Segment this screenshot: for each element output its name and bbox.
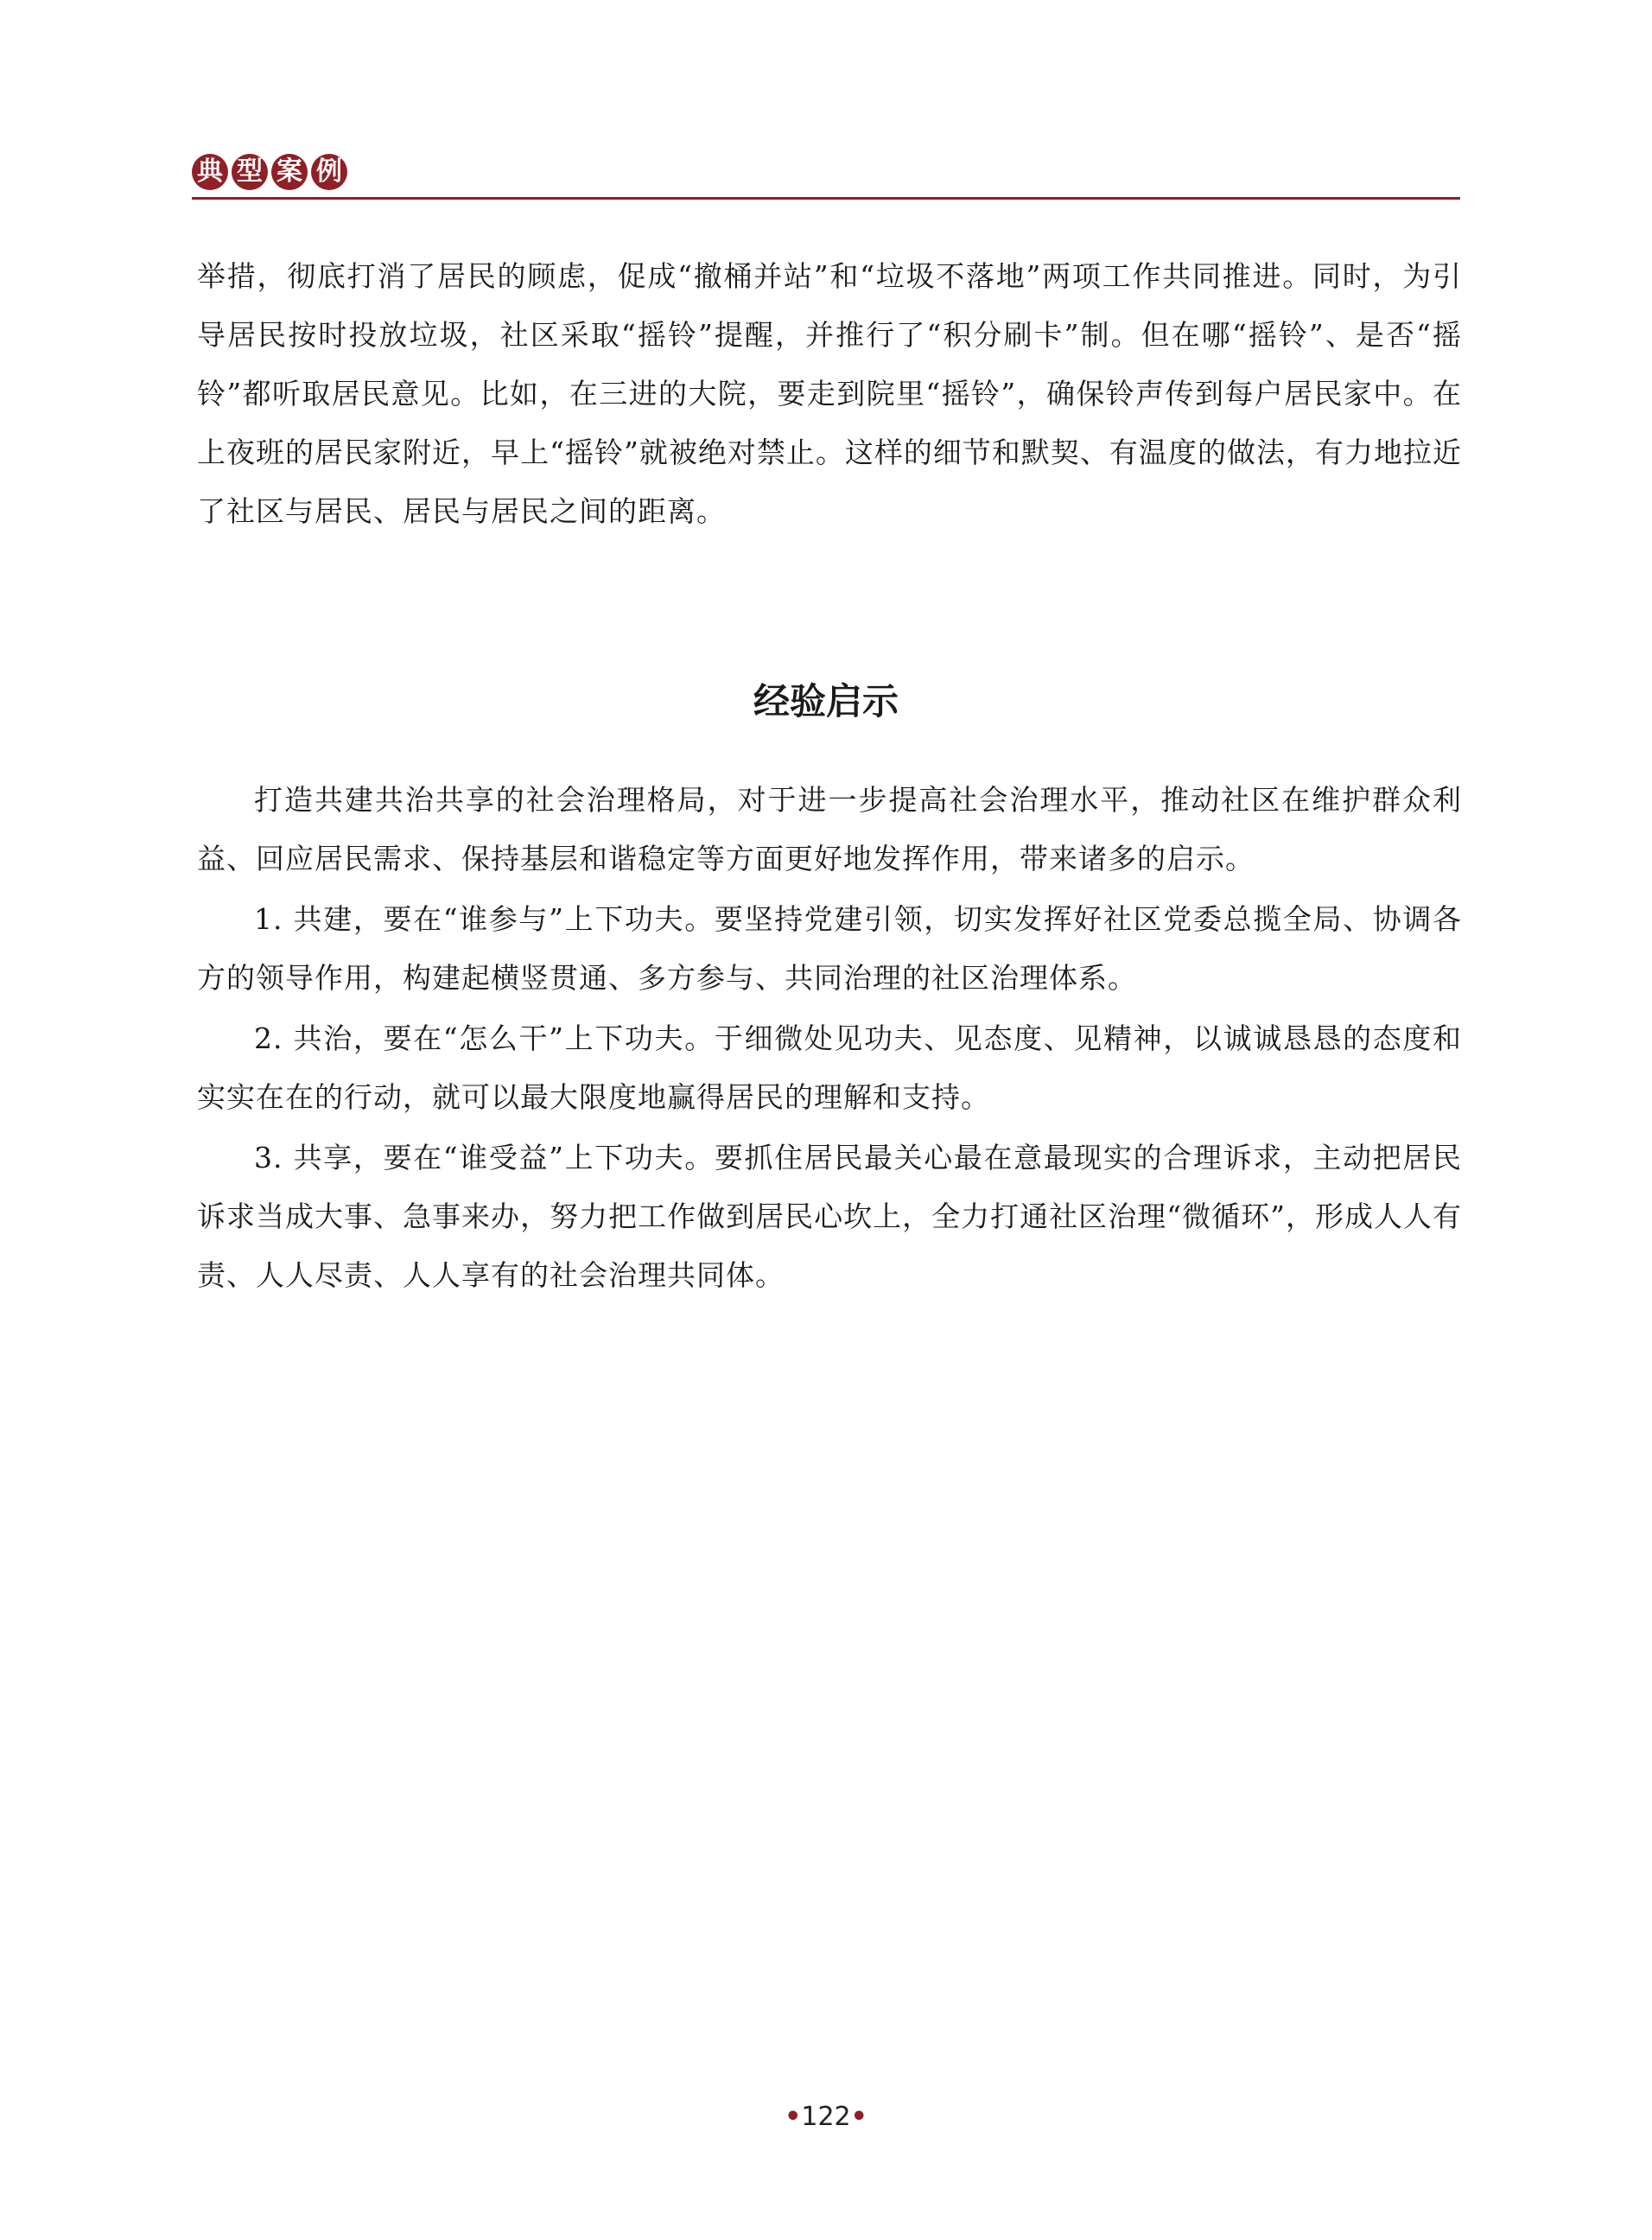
header-divider (192, 197, 1460, 200)
paragraph-intro: 打造共建共治共享的社会治理格局，对于进一步提高社会治理水平，推动社区在维护群众利益、回应居民需求、保持基层和谐稳定等方面更好地发挥作用，带来诸多的启示。 (197, 783, 1462, 875)
bullet-dot-right: • (850, 2102, 867, 2132)
header-char-2: 型 (232, 154, 268, 190)
header-char-3: 案 (271, 154, 308, 190)
header-char-4: 例 (311, 154, 347, 190)
paragraph-point-1: 1. 共建，要在“谁参与”上下功夫。要坚持党建引领，切实发挥好社区党委总揽全局、协调各方的领导作用，构建起横竖贯通、多方参与、共同治理的社区治理体系。 (197, 902, 1462, 995)
section-title: 经验启示 (753, 680, 899, 722)
paragraph-point-2: 2. 共治，要在“怎么干”上下功夫。于细微处见功夫、见态度、见精神，以诚诚恳恳的态度和实实在在的行动，就可以最大限度地赢得居民的理解和支持。 (197, 1021, 1462, 1114)
bullet-dot-left: • (785, 2102, 802, 2132)
paragraph-point-3: 3. 共享，要在“谁受益”上下功夫。要抓住居民最关心最在意最现实的合理诉求，主动把居民诉求当成大事、急事来办，努力把工作做到居民心坎上，全力打通社区治理“微循环”，形成人人有责、人人尽责、人人享有的社会治理共同体。 (197, 1141, 1462, 1292)
continuation-paragraph: 举措，彻底打消了居民的顾虑，促成“撤桶并站”和“垃圾不落地”两项工作共同推进。同时，为引导居民按时投放垃圾，社区采取“摇铃”提醒，并推行了“积分刷卡”制。但在哪“摇铃”、是否“摇铃”都听取居民意见。比如，在三进的大院，要走到院里“摇铃”，确保铃声传到每户居民家中。在上夜班的居民家附近，早上“摇铃”就被绝对禁止。这样的细节和默契、有温度的做法，有力地拉近了社区与居民、居民与居民之间的距离。 (197, 259, 1462, 528)
page-number (0, 2102, 1652, 2132)
header-char-1: 典 (192, 154, 228, 190)
page-number-value: 122 (801, 2102, 851, 2132)
section-header (192, 154, 347, 190)
